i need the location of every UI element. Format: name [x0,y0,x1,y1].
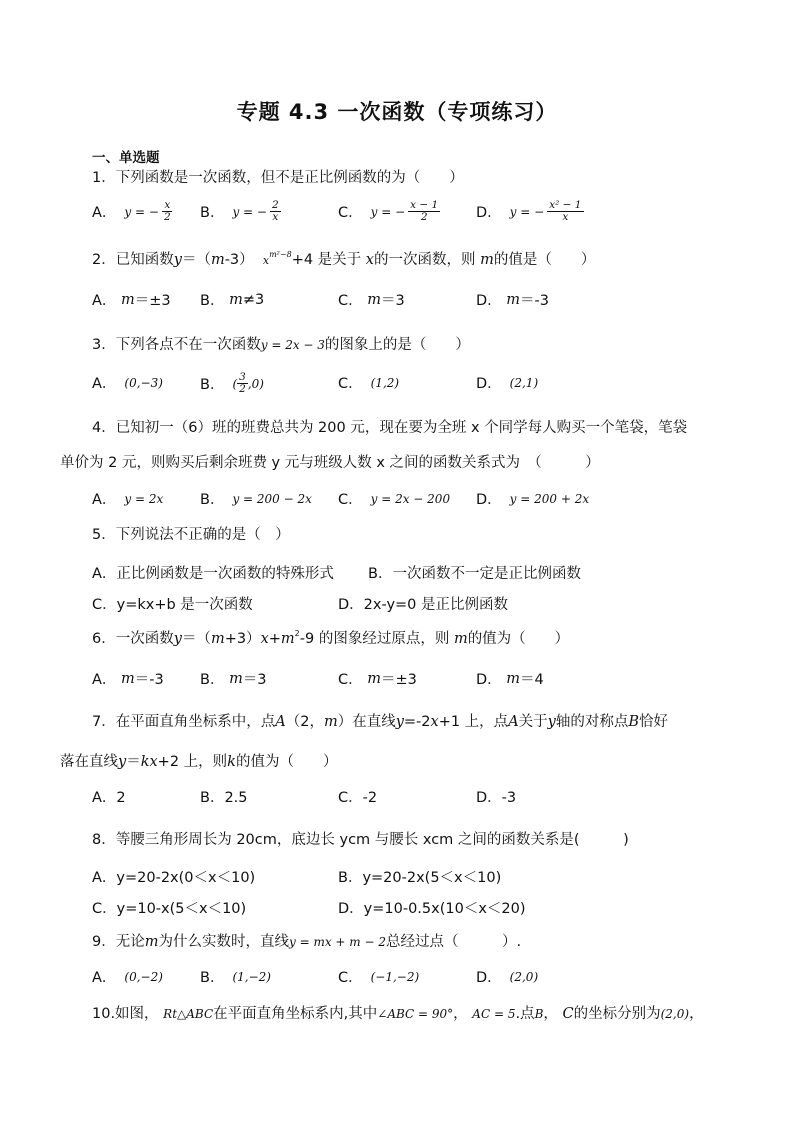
question-3-option-a[interactable]: A． (0,−3) [92,375,163,392]
question-3-stem: 3．下列各点不在一次函数y = 2x − 3的图象上的是（ ） [92,337,470,353]
question-9-option-a[interactable]: A． (0,−2) [92,969,163,986]
question-8-option-b[interactable]: B．y=20-2x(5＜x＜10) [338,870,502,886]
question-2-stem: 2．已知函数y＝（m-3） $x^{m^2-8}+4$ 是关于 x的一次函数，则 m的值是（ ） [92,250,596,268]
question-1-option-a[interactable]: A． y = − $\frac{x}{2}$ [92,199,171,224]
question-6-option-d[interactable]: D． m ＝4 [476,670,544,688]
question-2-option-c[interactable]: C． m ＝3 [338,291,405,309]
question-5-option-d[interactable]: D．2x-y=0 是正比例函数 [338,597,509,613]
question-8-option-a[interactable]: A．y=20-2x(0＜x＜10) [92,870,256,886]
question-1-options [92,200,772,230]
question-2-option-a[interactable]: A． m ＝±3 [92,291,171,309]
question-5-option-c[interactable]: C．y=kx+b 是一次函数 [92,597,253,613]
page-title: 专题 4.3 一次函数（专项练习） [236,100,558,124]
question-1-option-c[interactable]: C． y = − $\frac{x - 1}{2}$ [338,199,439,224]
question-9-stem: 9．无论m为什么实数时，直线y = mx + m − 2总经过点（ ）. [92,934,522,950]
question-2-option-b[interactable]: B． m ≠3 [200,291,265,309]
question-6-options [92,668,772,698]
question-7-option-d[interactable]: D．-3 [476,790,517,806]
question-9-option-d[interactable]: D． (2,0) [476,969,539,986]
section-heading: 一、单选题 [92,150,160,166]
question-8-option-c[interactable]: C．y=10-x(5＜x＜10) [92,901,247,917]
question-9-option-c[interactable]: C． (−1,−2) [338,969,420,986]
question-5-option-a[interactable]: A．正比例函数是一次函数的特殊形式 [92,566,334,582]
question-2-option-d[interactable]: D． m ＝-3 [476,291,549,309]
question-10-stem: 10.如图， Rt△ABC在平面直角坐标系内,其中∠ABC = 90°， AC = 5.点B， C的坐标分别为(2,0)， [92,1006,704,1022]
question-7-option-c[interactable]: C．-2 [338,790,378,806]
question-6-option-a[interactable]: A． m ＝-3 [92,670,164,688]
question-3-option-c[interactable]: C． (1,2) [338,375,400,392]
question-5-stem: 5．下列说法不正确的是（ ） [92,527,290,543]
question-7-stem-line-2: 落在直线y＝kx+2 上，则k的值为（ ） [60,754,338,770]
question-7-option-a[interactable]: A．2 [92,790,126,806]
question-3-options [92,372,772,402]
question-2-options [92,289,772,319]
question-1-stem: 1．下列函数是一次函数，但不是正比例函数的为（ ） [92,170,464,186]
question-3-option-d[interactable]: D． (2,1) [476,375,539,392]
question-6-stem: 6．一次函数$y=(m+3)x+m^2-9$ 的图象经过原点，则 m的值为（ ） [92,629,570,647]
question-6-option-b[interactable]: B． m ＝3 [200,670,267,688]
question-7-options [92,786,772,816]
question-7-option-b[interactable]: B．2.5 [200,790,248,806]
question-4-option-a[interactable]: A． y = 2x [92,491,164,508]
question-9-option-b[interactable]: B． (1,−2) [200,969,271,986]
question-4-option-c[interactable]: C． y = 2x − 200 [338,491,451,508]
question-9-options [92,966,772,996]
question-5-option-b[interactable]: B．一次函数不一定是正比例函数 [368,566,581,582]
question-4-option-b[interactable]: B． y = 200 − 2x [200,491,312,508]
question-1-option-d[interactable]: D． y = − $\frac{\text{x² − 1}}{x}$ [476,199,582,224]
question-4-stem-line-2: 单价为 2 元，则购买后剩余班费 y 元与班级人数 x 之间的函数关系式为 （ ） [60,455,600,471]
question-4-stem-line-1: 4．已知初一（6）班的班费总共为 200 元，现在要为全班 x 个同学每人购买一个笔袋，笔袋 [92,420,688,436]
question-6-option-c[interactable]: C． m ＝±3 [338,670,417,688]
question-4-options [92,488,772,518]
question-4-option-d[interactable]: D． y = 200 + 2x [476,491,590,508]
question-8-option-d[interactable]: D．y=10-0.5x(10＜x＜20) [338,901,526,917]
question-8-stem: 8．等腰三角形周长为 20cm，底边长 ycm 与腰长 xcm 之间的函数关系是( ) [92,832,629,848]
question-3-option-b[interactable]: B． ( $\frac{3}{2}$ ,0) [200,371,264,396]
question-1-option-b[interactable]: B． y = − $\frac{2}{x}$ [200,199,279,224]
question-7-stem-line-1: 7．在平面直角坐标系中，点A（2，m）在直线y=-2x+1 上，点A关于y轴的对称点B恰好 [92,714,669,730]
